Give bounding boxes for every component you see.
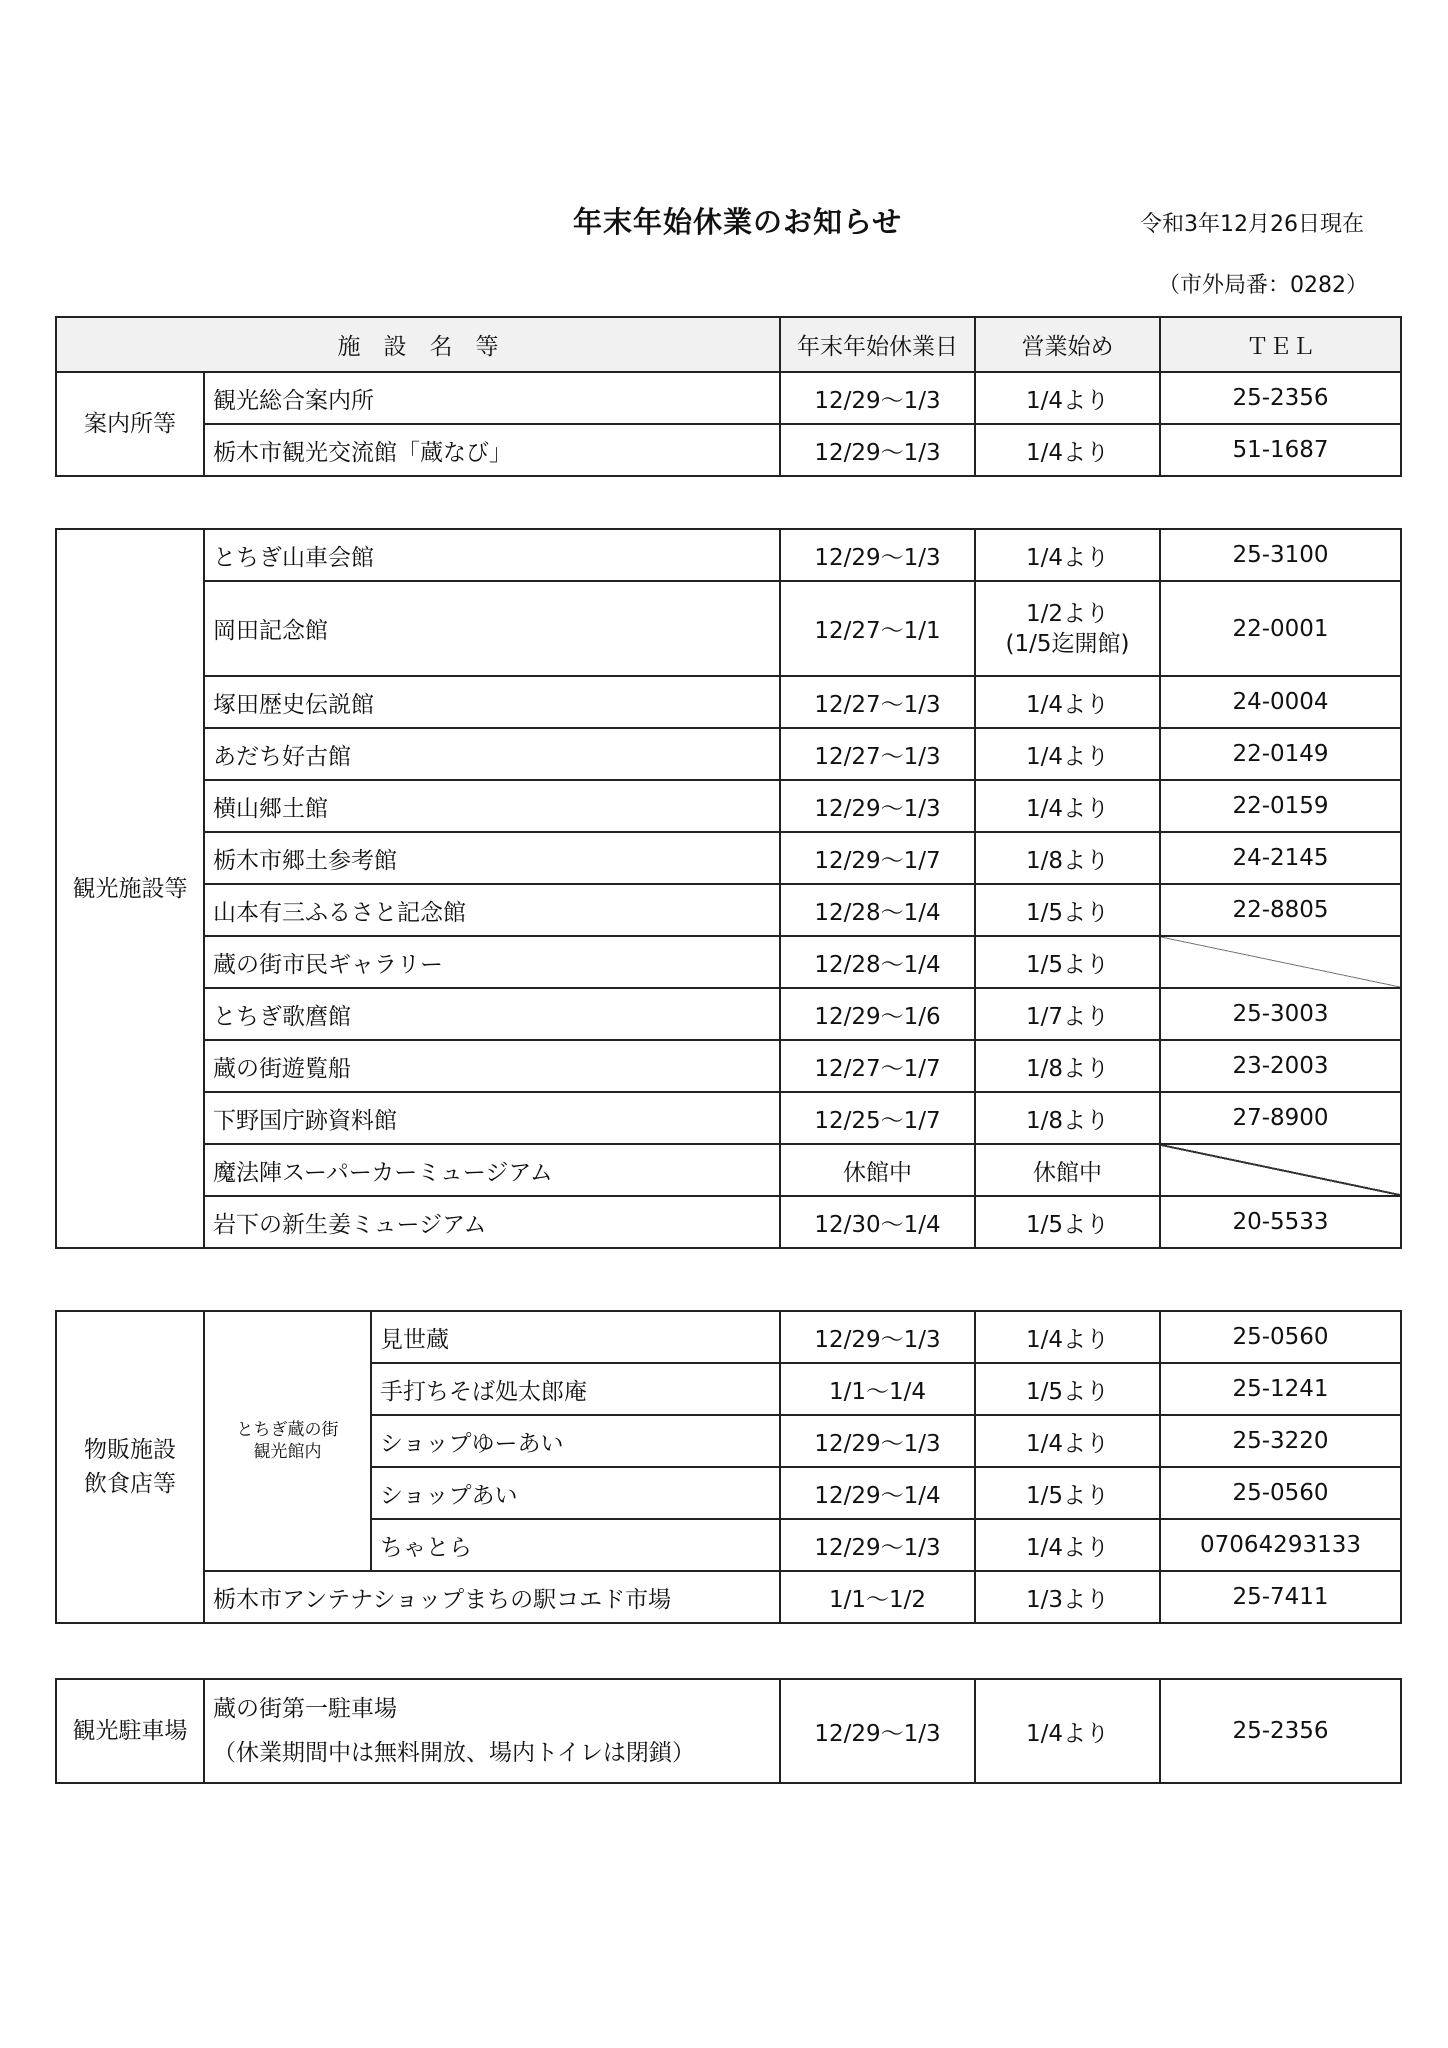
closed-dates: 12/29～1/3 [780, 372, 975, 424]
closed-dates: 1/1～1/4 [780, 1363, 975, 1415]
table-row [56, 676, 1401, 728]
tel-number: 24-0004 [1160, 676, 1401, 728]
reopen-date [975, 581, 1160, 676]
as-of-date: 令和3年12月26日現在 [1140, 212, 1364, 237]
table-row [56, 529, 1401, 581]
tel-number: 20-5533 [1160, 1196, 1401, 1248]
facility-name: 横山郷土館 [204, 780, 780, 832]
tel-number: 07064293133 [1160, 1519, 1401, 1571]
reopen-date: 1/4より [975, 676, 1160, 728]
table-row [56, 832, 1401, 884]
reopen-date: 1/4より [975, 1415, 1160, 1467]
tel-number: 25-0560 [1160, 1467, 1401, 1519]
tel-number: 25-1241 [1160, 1363, 1401, 1415]
tel-number: 25-3003 [1160, 988, 1401, 1040]
parking-name: 蔵の街第一駐車場 [213, 1696, 397, 1722]
facility-name: 岩下の新生姜ミュージアム [204, 1196, 780, 1248]
reopen-date: 1/5より [975, 884, 1160, 936]
reopen-date: 1/4より [975, 1519, 1160, 1571]
tel-number: 22-0159 [1160, 780, 1401, 832]
tel-number: 22-0149 [1160, 728, 1401, 780]
closed-dates: 12/29～1/3 [780, 1311, 975, 1363]
reopen-date: 1/5より [975, 936, 1160, 988]
table-information-centers [55, 316, 1402, 477]
facility-name: ショップあい [371, 1467, 780, 1519]
facility-name [204, 1679, 780, 1783]
tel-number: 25-3100 [1160, 529, 1401, 581]
table-tourist-facilities [55, 528, 1402, 1249]
table-parking [55, 1678, 1402, 1784]
tel-number: 22-0001 [1160, 581, 1401, 676]
table-row [56, 424, 1401, 476]
reopen-date: 1/5より [975, 1467, 1160, 1519]
header-facility: 施 設 名 等 [56, 317, 780, 372]
tel-number: 51-1687 [1160, 424, 1401, 476]
reopen-date: 1/4より [975, 1679, 1160, 1783]
tel-number-empty [1160, 1144, 1401, 1196]
closed-dates: 12/27～1/1 [780, 581, 975, 676]
closed-dates: 12/25～1/7 [780, 1092, 975, 1144]
table-row [56, 372, 1401, 424]
facility-name: 手打ちそば処太郎庵 [371, 1363, 780, 1415]
reopen-date: 1/4より [975, 780, 1160, 832]
facility-name: 塚田歴史伝説館 [204, 676, 780, 728]
header-closed: 年末年始休業日 [780, 317, 975, 372]
facility-name: 魔法陣スーパーカーミュージアム [204, 1144, 780, 1196]
reopen-date: 1/4より [975, 728, 1160, 780]
tel-number-empty [1160, 936, 1401, 988]
reopen-date-main: 1/2より [1025, 600, 1109, 627]
closed-dates: 休館中 [780, 1144, 975, 1196]
reopen-date: 1/5より [975, 1363, 1160, 1415]
header-row [56, 317, 1401, 372]
table-row [56, 988, 1401, 1040]
reopen-date: 1/5より [975, 1196, 1160, 1248]
reopen-date: 1/3より [975, 1571, 1160, 1623]
reopen-date: 1/8より [975, 1040, 1160, 1092]
table-row [56, 1092, 1401, 1144]
facility-name: 山本有三ふるさと記念館 [204, 884, 780, 936]
closed-dates: 12/29～1/3 [780, 1679, 975, 1783]
tel-number: 27-8900 [1160, 1092, 1401, 1144]
facility-name: 栃木市観光交流館「蔵なび」 [204, 424, 780, 476]
reopen-date: 1/8より [975, 1092, 1160, 1144]
reopen-date: 休館中 [975, 1144, 1160, 1196]
closed-dates: 12/30～1/4 [780, 1196, 975, 1248]
table-row [56, 936, 1401, 988]
tel-number: 25-0560 [1160, 1311, 1401, 1363]
table-row [56, 581, 1401, 676]
header-tel: ＴＥＬ [1160, 317, 1401, 372]
closed-dates: 12/29～1/3 [780, 1415, 975, 1467]
header-reopen: 営業始め [975, 317, 1160, 372]
facility-name: 見世蔵 [371, 1311, 780, 1363]
closed-dates: 12/27～1/7 [780, 1040, 975, 1092]
tel-number: 25-3220 [1160, 1415, 1401, 1467]
facility-name: ちゃとら [371, 1519, 780, 1571]
closed-dates: 12/29～1/4 [780, 1467, 975, 1519]
tel-number: 25-2356 [1160, 1679, 1401, 1783]
facility-name: 栃木市アンテナショップまちの駅コエド市場 [204, 1571, 780, 1623]
closed-dates: 12/29～1/3 [780, 424, 975, 476]
closed-dates: 12/29～1/6 [780, 988, 975, 1040]
tel-number: 22-8805 [1160, 884, 1401, 936]
reopen-date: 1/4より [975, 372, 1160, 424]
table-row [56, 884, 1401, 936]
table-row [56, 1679, 1401, 1783]
category-label: 観光駐車場 [56, 1679, 204, 1783]
facility-name: とちぎ山車会館 [204, 529, 780, 581]
facility-name: 下野国庁跡資料館 [204, 1092, 780, 1144]
table-row [56, 1040, 1401, 1092]
facility-name: 蔵の街遊覧船 [204, 1040, 780, 1092]
table-row [56, 780, 1401, 832]
reopen-date: 1/4より [975, 1311, 1160, 1363]
table-row [56, 1311, 1401, 1363]
category-label: 物販施設 飲食店等 [56, 1311, 204, 1623]
reopen-date-note: (1/5迄開館) [1005, 630, 1130, 657]
table-row [56, 1196, 1401, 1248]
closed-dates: 12/28～1/4 [780, 884, 975, 936]
page-title: 年末年始休業のお知らせ [573, 205, 903, 239]
tel-number: 23-2003 [1160, 1040, 1401, 1092]
facility-name: 観光総合案内所 [204, 372, 780, 424]
tel-number: 24-2145 [1160, 832, 1401, 884]
area-code-note: （市外局番：0282） [1158, 273, 1368, 298]
closed-dates: 12/27～1/3 [780, 728, 975, 780]
table-row [56, 728, 1401, 780]
reopen-date: 1/8より [975, 832, 1160, 884]
table-row [56, 1144, 1401, 1196]
category-label: 観光施設等 [56, 529, 204, 1248]
tel-number: 25-2356 [1160, 372, 1401, 424]
category-label: 案内所等 [56, 372, 204, 476]
closed-dates: 12/29～1/3 [780, 1519, 975, 1571]
closed-dates: 12/29～1/3 [780, 529, 975, 581]
reopen-date: 1/4より [975, 529, 1160, 581]
closed-dates: 12/29～1/7 [780, 832, 975, 884]
closed-dates: 12/28～1/4 [780, 936, 975, 988]
facility-name: ショップゆーあい [371, 1415, 780, 1467]
facility-name: あだち好古館 [204, 728, 780, 780]
table-shops-restaurants [55, 1310, 1402, 1624]
facility-name: 岡田記念館 [204, 581, 780, 676]
closed-dates: 1/1～1/2 [780, 1571, 975, 1623]
parking-note: （休業期間中は無料開放、場内トイレは閉鎖） [213, 1740, 695, 1766]
tel-number: 25-7411 [1160, 1571, 1401, 1623]
closed-dates: 12/29～1/3 [780, 780, 975, 832]
reopen-date: 1/7より [975, 988, 1160, 1040]
subgroup-label: とちぎ蔵の街 観光館内 [204, 1311, 371, 1571]
table-row [56, 1571, 1401, 1623]
reopen-date: 1/4より [975, 424, 1160, 476]
facility-name: とちぎ歌麿館 [204, 988, 780, 1040]
closed-dates: 12/27～1/3 [780, 676, 975, 728]
facility-name: 蔵の街市民ギャラリー [204, 936, 780, 988]
facility-name: 栃木市郷土参考館 [204, 832, 780, 884]
